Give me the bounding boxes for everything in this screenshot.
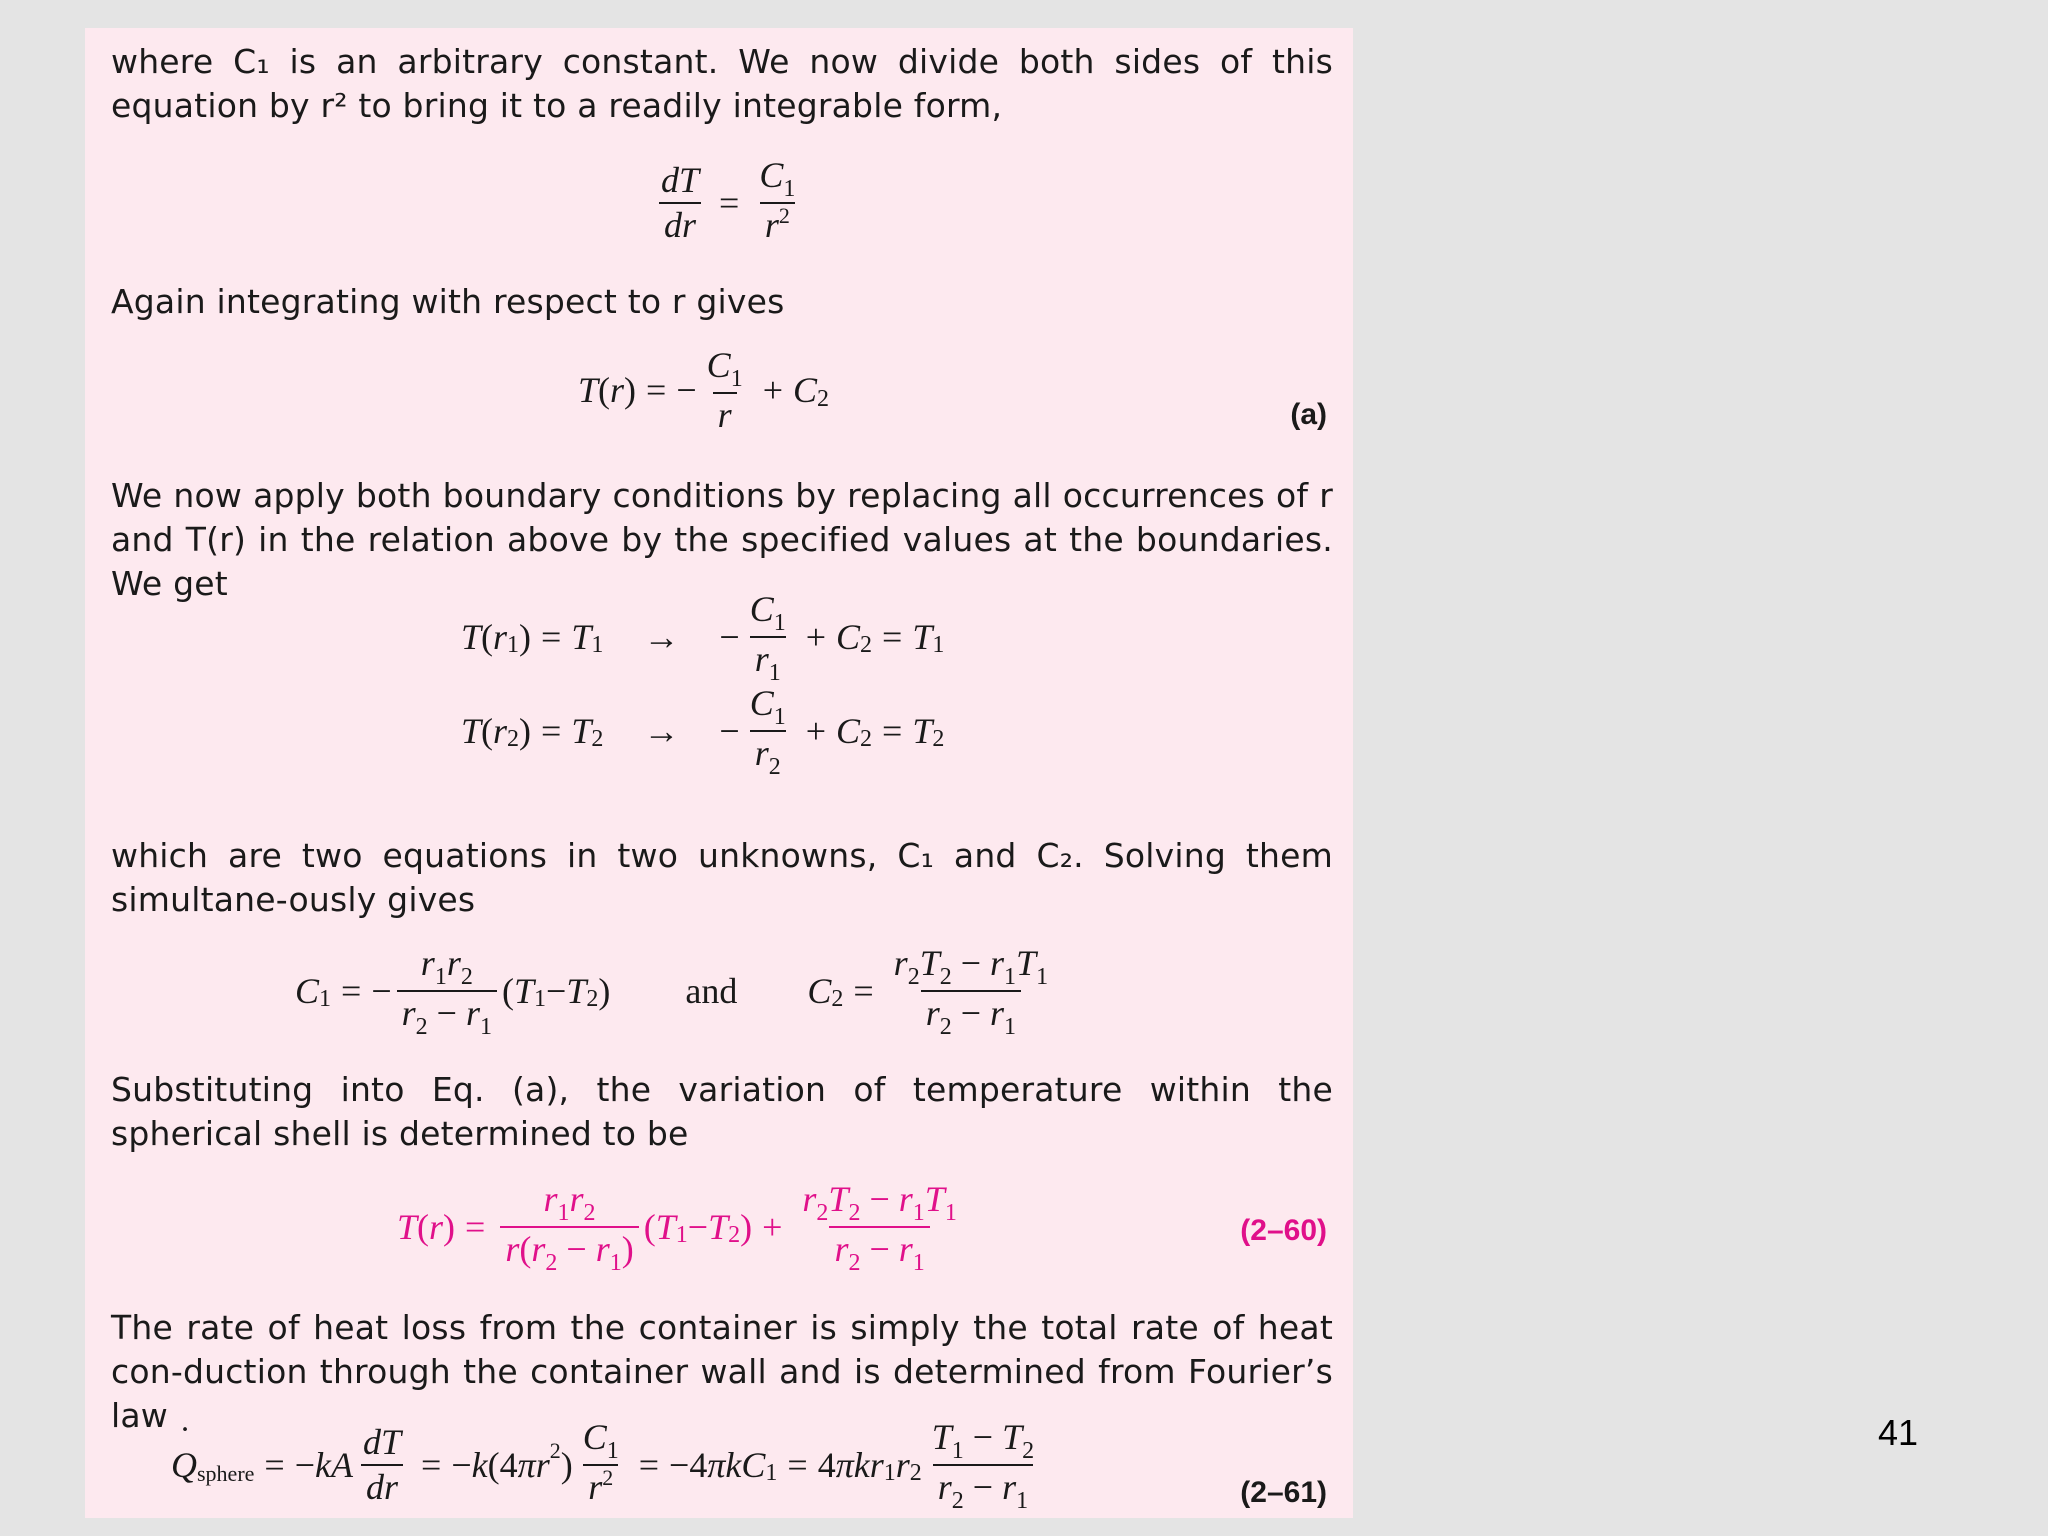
- equation-bc1: T ( r 1 ) = T 1 → − $\frac{C_1}{r_1}$ + C 2 = T 1: [461, 589, 945, 686]
- equation-2-61: ˙ Q sphere = − kA $\frac{dT}{dr}$ = − k (4 πr 2 ) $\frac{C_1}{r^2}$ = −4 πkC 1 = 4 πkr 1 r 2 $\frac{T_1 - T_2}{r_2 - r_1}$: [171, 1418, 1044, 1511]
- paragraph-6: The rate of heat loss from the container is simply the total rate of heat con-duction through the container wall and is determined from Fourier’s law: [111, 1308, 1333, 1435]
- textbook-page: [85, 28, 1353, 1518]
- paragraph-3: We now apply both boundary conditions by replacing all occurrences of r and T(r) in the relation above by the specified values at the boundaries. We get: [111, 476, 1333, 603]
- paragraph-1: where C₁ is an arbitrary constant. We now divide both sides of this equation by r² to bring it to a readily integrable form,: [111, 42, 1333, 125]
- equation-a-label: (a): [1290, 398, 1327, 431]
- and-word: and: [685, 970, 738, 1011]
- paragraph-4: which are two equations in two unknowns, C₁ and C₂. Solving them simultane-ously gives: [111, 836, 1333, 919]
- paragraph-5: Substituting into Eq. (a), the variation of temperature within the spherical shell is determined to be: [111, 1070, 1333, 1153]
- equation-c1-c2: C 1 = − $\frac{r_1r_2}{r_2 - r_1}$ ( T 1 − T 2 ) and C 2 = $\frac{r_2T_2 - r_1T_1}{r_2 - r_1}$: [295, 943, 1049, 1040]
- slide-page-number: 41: [1878, 1412, 1919, 1453]
- equation-a: T ( r ) = − $\frac{C_1}{r}$ + C 2: [578, 345, 830, 435]
- equation-2-60: T ( r ) = $\frac{r_1r_2}{r(r_2 - r_1)}$ ( T 1 − T 2 ) + $\frac{r_2T_2 - r_1T_1}{r_2 - r_1}$: [397, 1179, 957, 1276]
- paragraph-2: Again integrating with respect to r gives: [111, 282, 785, 321]
- equation-2-61-label: (2–61): [1240, 1476, 1327, 1509]
- equation-2-60-label: (2–60): [1240, 1214, 1327, 1247]
- equation-dtdr: $\frac{dT}{dr}$ = $\frac{C_1}{r^2}$: [651, 156, 805, 249]
- equation-bc2: T ( r 2 ) = T 2 → − $\frac{C_1}{r_2}$ + C 2 = T 2: [461, 683, 945, 780]
